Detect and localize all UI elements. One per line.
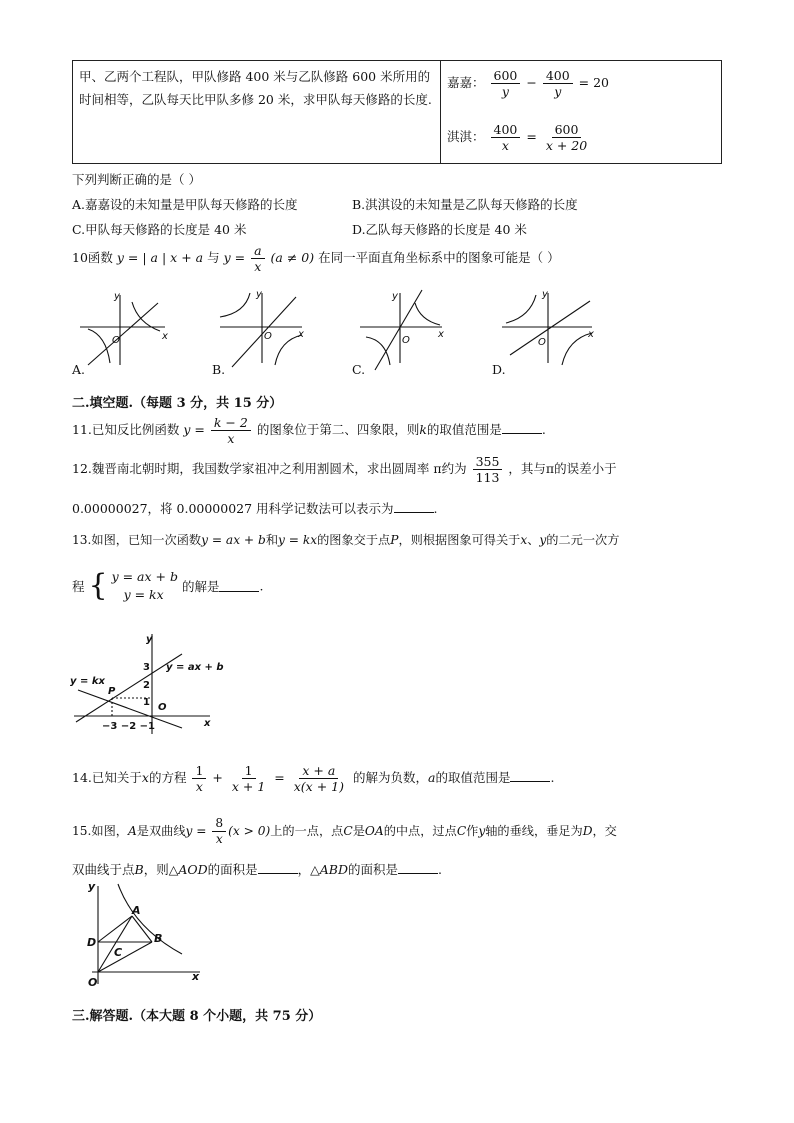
q9-option-d: D.乙队每天修路的长度是 40 米 <box>352 222 527 237</box>
graph-b-xaxis: x <box>298 329 304 340</box>
q11: 11.已知反比例函数 y = $\frac{k - 2}{x}$ 的图象位于第二、四象限，则k的取值范围是 . <box>72 415 546 447</box>
graph-c-label: C. <box>352 362 366 377</box>
q13-ytick-1: 1 <box>143 697 150 708</box>
q13-line1: 13.如图，已知一次函数y = ax + b和y = kx的图象交于点P，则根据图象可得关于x、y的二元一次方 <box>72 533 620 547</box>
jiajia-equation: 嘉嘉： $\frac{600}{y}$ − $\frac{400}{y}$ = 20 <box>447 68 610 100</box>
graph-a-label: A. <box>72 362 86 377</box>
q9-option-a: A.嘉嘉设的未知量是甲队每天修路的长度 <box>72 197 298 212</box>
graph-c-xaxis: x <box>438 329 444 340</box>
q13-line2-label: y = kx <box>70 676 105 687</box>
graph-a-origin: O <box>112 335 120 346</box>
q15-origin: O <box>88 976 98 989</box>
graph-a-xaxis: x <box>162 331 168 342</box>
q15-point-c: C <box>114 946 123 959</box>
q12-line1: 12.魏晋南北朝时期，我国数学家祖冲之利用割圆术，求出圆周率 π约为 $\frac{355}{113}$ ，其与π的误差小于 <box>72 454 617 486</box>
graph-a-yaxis: y <box>114 291 120 302</box>
q13-yaxis: y <box>146 634 153 645</box>
graph-c-yaxis: y <box>392 291 398 302</box>
graph-d <box>502 293 592 365</box>
q10-graphs <box>70 285 610 380</box>
q13-line2: 程 { y = ax + b y = kx 的解是 . <box>72 568 264 603</box>
q15-point-b: B <box>154 932 163 945</box>
solutions-cell <box>441 61 722 164</box>
q13-ytick-2: 2 <box>143 680 150 691</box>
q15-line1: 15.如图，A是双曲线y = $\frac{8}{x}$ (x > 0)上的一点，点C是OA的中点，过点C作y轴的垂线，垂足为D，交 <box>72 816 617 846</box>
q9-option-b: B.淇淇设的未知量是乙队每天修路的长度 <box>352 197 578 212</box>
q13-xticks: −3 −2 −1 <box>102 721 155 732</box>
q15-xaxis: x <box>192 970 200 983</box>
graph-c-origin: O <box>402 335 410 346</box>
q13-line1-label: y = ax + b <box>166 662 224 673</box>
graph-b-origin: O <box>264 331 272 342</box>
q13-ytick-3: 3 <box>143 662 150 673</box>
q13-xaxis: x <box>204 718 211 729</box>
q15-point-a: A <box>132 904 141 917</box>
q9-stem: 下列判断正确的是（ ） <box>72 172 201 187</box>
q15-point-d: D <box>87 936 97 949</box>
q14: 14.已知关于x的方程 $\frac{1}{x}$ + $\frac{1}{x + 1}$ = $\frac{x + a}{x(x + 1)}$ 的解为负数，a的取值范围是 . <box>72 763 555 795</box>
q9-option-c: C.甲队每天修路的长度是 40 米 <box>72 222 247 237</box>
q15-figure <box>82 880 207 990</box>
section-3-heading: 三.解答题.（本大题 8 个小题，共 75 分） <box>72 1009 322 1024</box>
q13-point-p: P <box>108 686 116 697</box>
q13-origin: O <box>158 702 167 713</box>
q12-line2: 0.00000027，将 0.00000027 用科学记数法可以表示为 . <box>72 501 438 516</box>
q15-line2: 双曲线于点B，则△AOD的面积是 ，△ABD的面积是 . <box>72 862 443 877</box>
graph-d-label: D. <box>492 362 506 377</box>
graph-a <box>80 295 165 365</box>
q13-figure <box>70 630 230 740</box>
qiqi-equation: 淇淇： $\frac{400}{x}$ = $\frac{600}{x + 20}$ <box>447 122 588 154</box>
graph-d-xaxis: x <box>588 329 594 340</box>
graph-d-origin: O <box>538 337 546 348</box>
q15-yaxis: y <box>88 880 96 893</box>
problem-table <box>72 60 722 164</box>
section-2-heading: 二.填空题.（每题 3 分，共 15 分） <box>72 396 283 411</box>
graph-d-yaxis: y <box>542 289 548 300</box>
graph-b-yaxis: y <box>256 289 262 300</box>
q10-stem: 10函数 y = | a | x + a 与 y = $\frac{a}{x}$ (a ≠ 0) 在同一平面直角坐标系中的图象可能是（ ） <box>72 243 560 275</box>
graph-c <box>360 290 442 370</box>
graph-b <box>220 293 302 367</box>
graph-b-label: B. <box>212 362 226 377</box>
problem-text: 甲、乙两个工程队，甲队修路 400 米与乙队修路 600 米所用的时间相等，乙队每天比甲队多修 20 米，求甲队每天修路的长度. <box>73 61 441 164</box>
